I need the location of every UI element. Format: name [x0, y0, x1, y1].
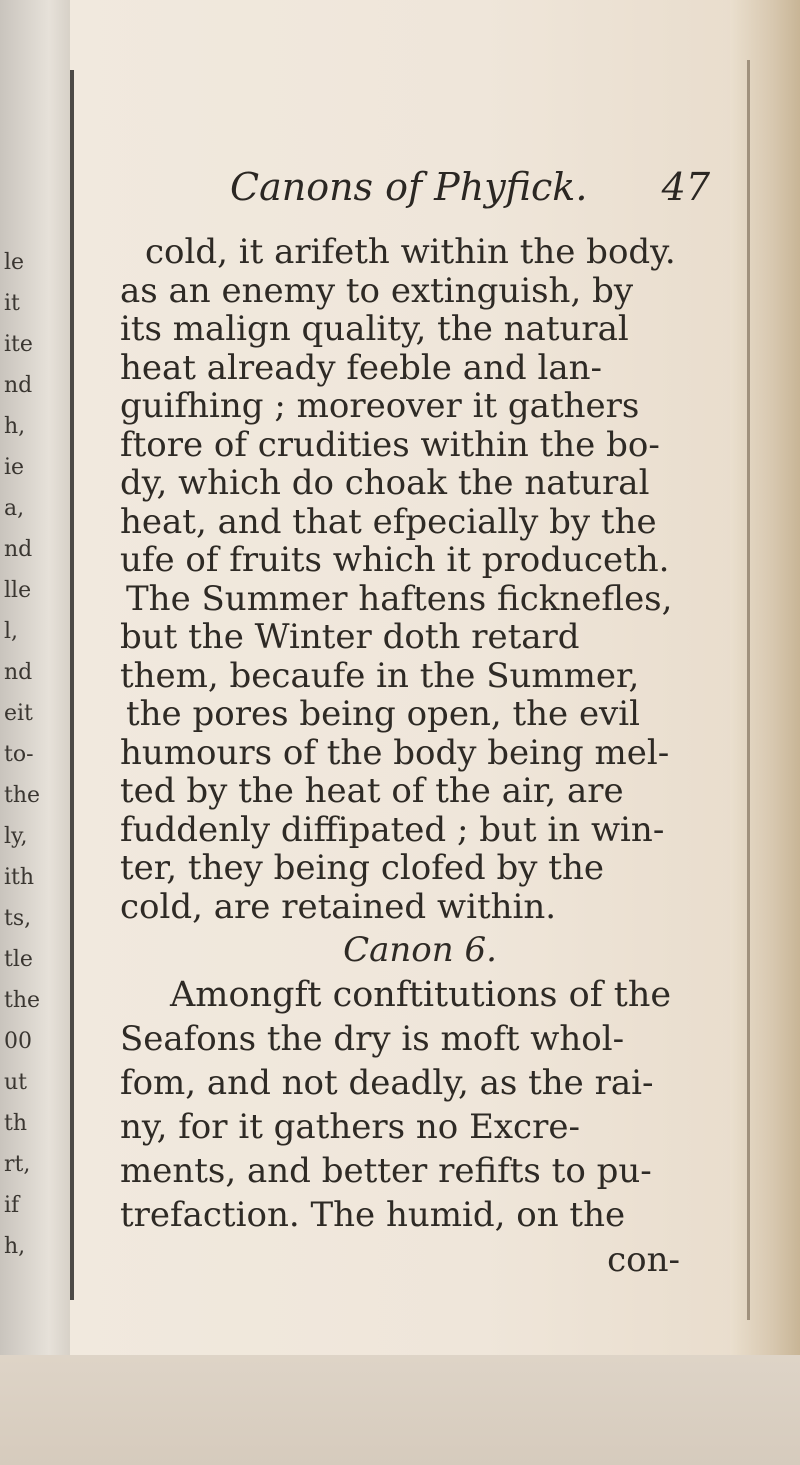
margin-fragment: nd: [4, 373, 33, 398]
margin-fragment: nd: [4, 537, 33, 562]
text-line: Amongft conftitutions of the: [170, 975, 672, 1015]
margin-fragment: le: [4, 250, 25, 275]
margin-fragment: ts,: [4, 906, 32, 931]
margin-fragment: ie: [4, 455, 25, 480]
text-line: humours of the body being mel-: [120, 732, 670, 773]
margin-fragment: ut: [4, 1070, 28, 1095]
margin-fragment: rt,: [4, 1152, 31, 1177]
margin-fragment: h,: [4, 414, 26, 439]
text-line: heat, and that efpecially by the: [120, 501, 657, 542]
text-line: fuddenly diffipated ; but in win-: [120, 809, 665, 850]
margin-fragment: ite: [4, 332, 33, 357]
text-line: cold, are retained within.: [120, 886, 557, 927]
text-line: Seafons the dry is moft whol-: [120, 1019, 625, 1059]
text-line: fom, and not deadly, as the rai-: [120, 1063, 654, 1103]
catchword: con-: [607, 1240, 680, 1280]
text-line: trefaction. The humid, on the: [120, 1195, 626, 1235]
margin-fragment: l,: [4, 619, 19, 644]
page-bottom-margin: [0, 1355, 800, 1465]
margin-fragment: if: [4, 1193, 20, 1218]
binding-gutter: [70, 70, 74, 1300]
text-line: heat already feeble and lan-: [120, 347, 602, 388]
text-line: ter, they being clofed by the: [120, 848, 604, 888]
text-line: The Summer haftens ficknefles,: [126, 578, 673, 619]
text-line: guifhing ; moreover it gathers: [120, 386, 640, 426]
margin-fragment: the: [4, 988, 41, 1013]
margin-fragment: h,: [4, 1234, 26, 1259]
canon-heading: Canon 6.: [343, 930, 497, 970]
margin-fragment: to-: [4, 742, 34, 767]
text-line: ments, and better refifts to pu-: [120, 1151, 652, 1191]
margin-fragment: nd: [4, 660, 33, 685]
margin-fragment: ith: [4, 865, 35, 890]
text-line: ny, for it gathers no Excre-: [120, 1107, 580, 1147]
text-line: as an enemy to extinguish, by: [120, 270, 634, 311]
text-line: ted by the heat of the air, are: [120, 771, 624, 811]
margin-fragment: eit: [4, 701, 33, 726]
header-title: Canons of Phyfick.: [230, 165, 588, 209]
margin-fragment: it: [4, 291, 20, 316]
text-line: the pores being open, the evil: [126, 694, 641, 734]
page-edge: [730, 0, 800, 1465]
running-header: [230, 165, 710, 209]
page-number: 47: [661, 165, 710, 209]
margin-fragment: 00: [4, 1029, 32, 1054]
margin-fragment: ly,: [4, 824, 28, 849]
text-line: ftore of crudities within the bo-: [120, 424, 660, 465]
margin-fragment: tle: [4, 947, 33, 972]
text-line: ufe of fruits which it produceth.: [120, 540, 670, 580]
text-line: cold, it arifeth within the body.: [145, 232, 676, 272]
text-line: them, becaufe in the Summer,: [120, 655, 640, 696]
margin-fragment: a,: [4, 496, 25, 521]
text-line: its malign quality, the natural: [120, 309, 629, 349]
margin-fragment: th: [4, 1111, 28, 1136]
text-line: but the Winter doth retard: [120, 617, 580, 657]
margin-fragment: lle: [4, 578, 32, 603]
margin-fragment: the: [4, 783, 41, 808]
text-line: dy, which do choak the natural: [120, 463, 650, 503]
